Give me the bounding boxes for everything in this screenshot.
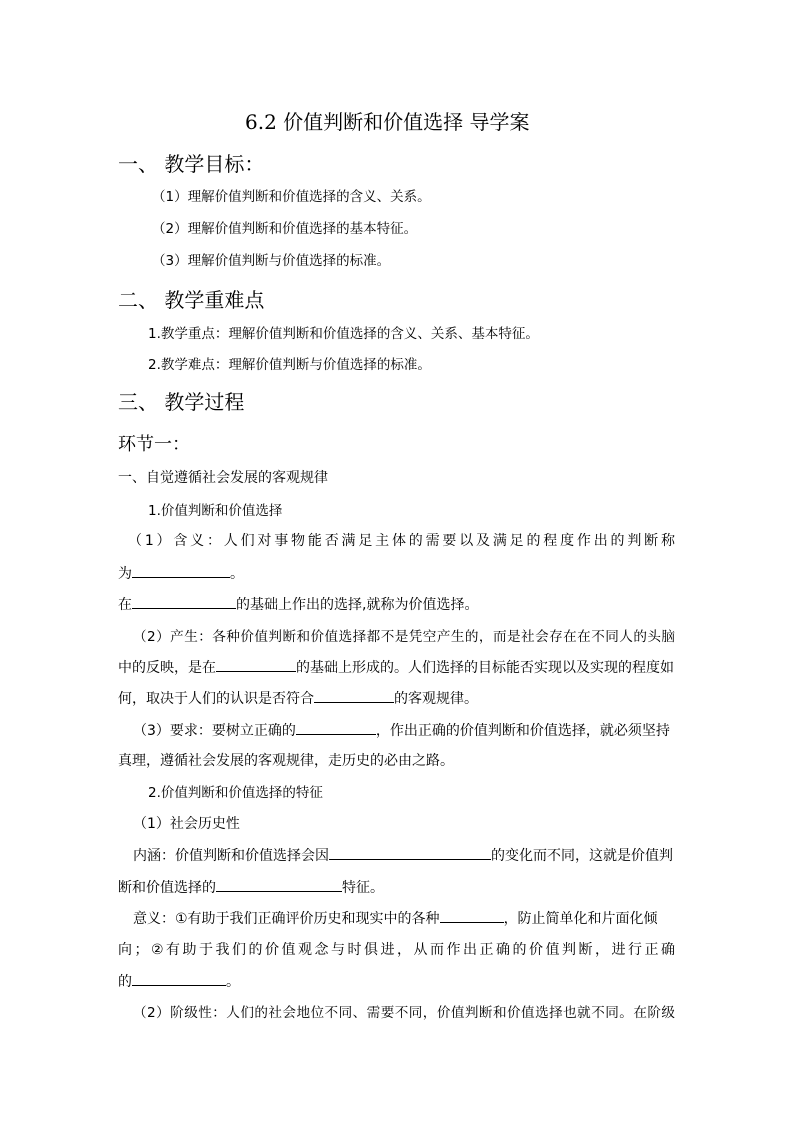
objective-item: （1）理解价值判断和价值选择的含义、关系。 — [152, 189, 431, 205]
paragraph-text: （2）产生：各种价值判断和价值选择都不是凭空产生的，而是社会存在在不同人的头脑 — [133, 629, 675, 645]
paragraph-text: 的 — [118, 974, 132, 990]
paragraph-text: 的基础上作出的选择,就称为价值选择。 — [236, 597, 479, 613]
paragraph-text: （3）要求：要树立正确的 — [133, 723, 296, 739]
fill-blank[interactable] — [314, 687, 394, 703]
paragraph-text: ，防止简单化和片面化倾 — [503, 911, 658, 927]
paragraph-text: 特征。 — [342, 880, 384, 896]
section-heading-process: 三、 教学过程 — [118, 390, 245, 414]
section-heading-key-points: 二、 教学重难点 — [118, 288, 265, 312]
feature-heading: （1）社会历史性 — [133, 816, 240, 832]
paragraph-line — [118, 687, 478, 708]
paragraph-line: 真理，遵循社会发展的客观规律，走历史的必由之路。 — [118, 753, 454, 769]
paragraph-text: 内涵：价值判断和价值选择会因 — [133, 848, 329, 864]
paragraph-text: 断和价值选择的 — [118, 880, 216, 896]
paragraph-line — [133, 625, 675, 645]
paragraph-line — [118, 593, 478, 614]
point-heading: 2.价值判断和价值选择的特征 — [148, 785, 323, 801]
section-heading-objectives: 一、 教学目标： — [118, 152, 265, 176]
key-point-item: 1.教学重点：理解价值判断和价值选择的含义、关系、基本特征。 — [148, 326, 539, 342]
paragraph-line — [118, 970, 240, 991]
fill-blank[interactable] — [132, 593, 236, 609]
fill-blank[interactable] — [296, 719, 376, 735]
paragraph-text: 在 — [118, 597, 132, 613]
fill-blank[interactable] — [329, 844, 491, 860]
paragraph-line — [118, 656, 674, 677]
page-title: 6.2 价值判断和价值选择 导学案 — [245, 110, 530, 134]
paragraph-line — [133, 907, 658, 928]
paragraph-line — [118, 939, 675, 959]
paragraph-text: 。 — [230, 566, 244, 582]
objective-item: （2）理解价值判断和价值选择的基本特征。 — [152, 221, 418, 237]
key-point-item: 2.教学难点：理解价值判断与价值选择的标准。 — [148, 357, 431, 373]
fill-blank[interactable] — [216, 656, 296, 672]
paragraph-text: 的基础上形成的。人们选择的目标能否实现以及实现的程度如 — [296, 660, 674, 676]
paragraph-text: （2）阶级性：人们的社会地位不同、需要不同，价值判断和价值选择也就不同。在阶级 — [133, 1005, 675, 1021]
fill-blank[interactable] — [216, 876, 342, 892]
paragraph-text: 何，取决于人们的认识是否符合 — [118, 691, 314, 707]
paragraph-text: 为 — [118, 566, 132, 582]
paragraph-line — [133, 1001, 675, 1021]
fill-blank[interactable] — [132, 562, 230, 578]
point-heading: 1.价值判断和价值选择 — [148, 503, 283, 519]
paragraph-line — [128, 530, 675, 550]
link-heading: 环节一： — [118, 434, 190, 455]
paragraph-text: ，作出正确的价值判断和价值选择，就必须坚持 — [375, 723, 670, 739]
subheading: 一、自觉遵循社会发展的客观规律 — [118, 470, 328, 486]
fill-blank[interactable] — [132, 970, 226, 986]
paragraph-line — [118, 562, 244, 583]
paragraph-line — [133, 719, 670, 740]
objective-item: （3）理解价值判断与价值选择的标准。 — [152, 253, 391, 269]
paragraph-text: 意义：①有助于我们正确评价历史和现实中的各种 — [133, 911, 440, 927]
paragraph-text: 。 — [226, 974, 240, 990]
paragraph-text: 的客观规律。 — [394, 691, 478, 707]
paragraph-line — [118, 876, 384, 897]
paragraph-line — [133, 844, 673, 865]
fill-blank[interactable] — [440, 907, 504, 923]
paragraph-text: （1）含义：人们对事物能否满足主体的需要以及满足的程度作出的判断称 — [128, 533, 675, 549]
paragraph-text: 向；②有助于我们的价值观念与时俱进，从而作出正确的价值判断，进行正确 — [118, 942, 675, 958]
paragraph-text: 中的反映，是在 — [118, 660, 216, 676]
paragraph-text: 的变化而不同，这就是价值判 — [491, 848, 673, 864]
